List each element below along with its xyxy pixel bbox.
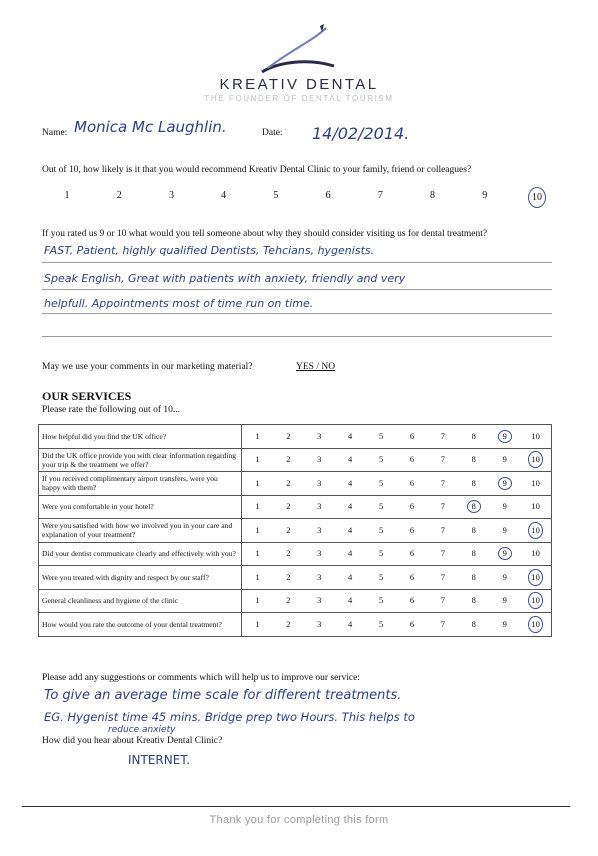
why-rule-4 xyxy=(42,336,552,337)
service-question: Did your dentist communicate clearly and effectively with you? xyxy=(39,542,242,566)
service-rating-option[interactable]: 1 xyxy=(255,595,260,606)
service-rating-option[interactable]: 4 xyxy=(348,548,353,559)
service-rating-option[interactable]: 6 xyxy=(409,454,415,465)
service-rating-option[interactable]: 6 xyxy=(409,618,415,629)
scale-1[interactable]: 1 xyxy=(64,190,70,201)
service-row xyxy=(39,613,552,637)
kreativ-logo-icon xyxy=(258,22,338,78)
service-rating-option[interactable] xyxy=(458,502,489,511)
why-line-1: FAST, Patient, highly qualified Dentists, Tehcians, hygenists. xyxy=(44,244,375,257)
service-rating-option[interactable]: 4 xyxy=(348,477,353,488)
service-rating-option[interactable]: 9 xyxy=(502,571,507,582)
service-question: How would you rate the outcome of your dental treatment? xyxy=(39,613,242,637)
service-rating-option[interactable]: 3 xyxy=(317,454,322,465)
scale-2[interactable]: 2 xyxy=(116,190,122,201)
service-row xyxy=(39,448,552,472)
hear-answer: INTERNET. xyxy=(128,753,191,767)
service-question: Did the UK office provide you with clear information regarding your trip & the treatment we offer? xyxy=(39,448,242,472)
service-scale xyxy=(242,542,552,566)
service-selected-circle: 10 xyxy=(528,522,543,539)
service-rating-option[interactable]: 2 xyxy=(286,595,291,606)
service-rating-option[interactable]: 4 xyxy=(348,595,353,606)
scale-6[interactable]: 6 xyxy=(325,190,331,201)
recommend-scale xyxy=(52,190,552,205)
service-rating-option[interactable]: 2 xyxy=(286,571,291,582)
service-rating-option[interactable]: 1 xyxy=(255,430,260,441)
service-rating-option[interactable]: 8 xyxy=(471,618,476,629)
service-rating-option[interactable]: 6 xyxy=(409,595,415,606)
service-question: Were you treated with dignity and respect by our staff? xyxy=(39,566,242,590)
service-rating-option[interactable]: 2 xyxy=(286,454,291,465)
service-rating-option[interactable]: 9 xyxy=(502,454,507,465)
service-rating-option[interactable]: 7 xyxy=(440,595,446,606)
footer-thanks: Thank you for completing this form xyxy=(209,814,389,826)
service-scale xyxy=(242,472,552,496)
service-rating-option[interactable]: 6 xyxy=(409,524,415,535)
service-rating-option[interactable]: 1 xyxy=(255,571,260,582)
service-row xyxy=(39,472,552,496)
suggestion-line-1: To give an average time scale for different treatments. xyxy=(44,688,402,703)
service-rating-option[interactable]: 10 xyxy=(531,548,540,559)
service-rating-option[interactable]: 5 xyxy=(378,571,384,582)
scale-3[interactable]: 3 xyxy=(168,190,174,201)
service-scale xyxy=(242,566,552,590)
service-rating-option[interactable] xyxy=(520,572,551,583)
service-rating-option[interactable]: 8 xyxy=(471,548,476,559)
service-scale xyxy=(242,425,552,449)
service-question: General cleanliness and hygiene of the clinic xyxy=(39,589,242,613)
service-question: If you received complimentary airport transfers, were you happy with them? xyxy=(39,472,242,496)
service-rating-option[interactable]: 2 xyxy=(286,524,291,535)
service-rating-option[interactable]: 4 xyxy=(348,430,353,441)
service-rating-option[interactable]: 4 xyxy=(348,454,353,465)
service-rating-option[interactable]: 9 xyxy=(502,618,507,629)
service-rating-option[interactable]: 2 xyxy=(286,618,291,629)
service-rating-option[interactable]: 5 xyxy=(378,454,384,465)
service-rating-option[interactable]: 8 xyxy=(471,454,476,465)
service-rating-option[interactable]: 5 xyxy=(378,548,384,559)
service-rating-option[interactable] xyxy=(520,454,551,465)
service-row xyxy=(39,425,552,449)
name-label: Name: xyxy=(42,128,68,138)
service-selected-circle: 9 xyxy=(498,430,512,443)
date-value: 14/02/2014. xyxy=(312,124,410,143)
why-rule-3 xyxy=(42,313,552,314)
service-rating-option[interactable]: 7 xyxy=(440,524,446,535)
why-rule-1 xyxy=(42,262,552,263)
service-rating-option[interactable]: 4 xyxy=(348,571,353,582)
scale-5[interactable]: 5 xyxy=(273,190,279,201)
service-rating-option[interactable]: 8 xyxy=(471,571,476,582)
service-selected-circle: 10 xyxy=(528,616,543,633)
service-rating-option[interactable]: 9 xyxy=(502,501,507,512)
service-selected-circle: 10 xyxy=(528,592,543,609)
scale-7[interactable]: 7 xyxy=(377,190,383,201)
service-rating-option[interactable]: 5 xyxy=(378,430,384,441)
service-rating-option[interactable]: 4 xyxy=(348,524,353,535)
service-rating-option[interactable]: 1 xyxy=(255,618,260,629)
service-rating-option[interactable]: 6 xyxy=(409,548,415,559)
service-row xyxy=(39,495,552,519)
service-rating-option[interactable]: 7 xyxy=(440,548,446,559)
why-rule-2 xyxy=(42,289,552,290)
service-rating-option[interactable]: 6 xyxy=(409,477,415,488)
service-rating-option[interactable]: 5 xyxy=(378,618,384,629)
service-rating-option[interactable]: 7 xyxy=(440,501,446,512)
service-rating-option[interactable]: 3 xyxy=(317,430,322,441)
service-rating-option[interactable]: 6 xyxy=(409,571,415,582)
services-table xyxy=(38,424,552,637)
service-rating-option[interactable]: 1 xyxy=(255,454,260,465)
service-question: Were you comfortable in your hotel? xyxy=(39,495,242,519)
service-scale xyxy=(242,519,552,543)
service-rating-option[interactable] xyxy=(520,619,551,630)
marketing-answer[interactable]: YES / NO xyxy=(296,362,336,372)
service-rating-option[interactable]: 3 xyxy=(317,501,322,512)
service-rating-option[interactable]: 3 xyxy=(317,477,322,488)
suggestions-question: Please add any suggestions or comments which will help us to improve our service: xyxy=(42,673,360,683)
service-selected-circle: 9 xyxy=(498,547,512,560)
service-rating-option[interactable]: 10 xyxy=(531,430,540,441)
service-rating-option[interactable]: 6 xyxy=(409,501,415,512)
service-rating-option[interactable]: 8 xyxy=(471,477,476,488)
service-row xyxy=(39,519,552,543)
service-rating-option[interactable]: 1 xyxy=(255,548,260,559)
service-rating-option[interactable]: 5 xyxy=(378,595,384,606)
services-title: OUR SERVICES xyxy=(42,389,132,403)
footer-rule xyxy=(22,806,570,807)
why-line-2: Speak English, Great with patients with anxiety, friendly and very xyxy=(44,272,406,285)
service-rating-option[interactable]: 1 xyxy=(255,477,260,488)
service-rating-option[interactable]: 8 xyxy=(471,430,476,441)
service-rating-option[interactable]: 10 xyxy=(531,501,540,512)
service-rating-option[interactable]: 7 xyxy=(440,454,446,465)
service-rating-option[interactable]: 7 xyxy=(440,571,446,582)
scale-10[interactable] xyxy=(522,190,552,205)
service-selected-circle: 10 xyxy=(528,451,543,468)
service-scale xyxy=(242,495,552,519)
service-row xyxy=(39,566,552,590)
service-rating-option[interactable]: 3 xyxy=(317,571,322,582)
service-rating-option[interactable]: 5 xyxy=(378,501,384,512)
name-value: Monica Mc Laughlin. xyxy=(74,118,227,136)
why-question: If you rated us 9 or 10 what would you tell someone about why they should consider visiting us for dental treatment? xyxy=(42,229,488,239)
service-rating-option[interactable]: 7 xyxy=(440,618,446,629)
service-rating-option[interactable]: 3 xyxy=(317,595,322,606)
scale-9[interactable]: 9 xyxy=(482,190,488,201)
service-rating-option[interactable]: 7 xyxy=(440,430,446,441)
scale-8[interactable]: 8 xyxy=(430,190,436,201)
service-rating-option[interactable]: 7 xyxy=(440,477,446,488)
service-rating-option[interactable]: 3 xyxy=(317,618,322,629)
service-question: How helpful did you find the UK office? xyxy=(39,425,242,449)
brand-tagline: THE FOUNDER OF DENTAL TOURISM xyxy=(204,94,394,103)
service-scale xyxy=(242,589,552,613)
service-rating-option[interactable] xyxy=(489,432,520,441)
service-scale xyxy=(242,613,552,637)
service-rating-option[interactable]: 9 xyxy=(502,524,507,535)
scale-4[interactable]: 4 xyxy=(221,190,227,201)
service-row xyxy=(39,589,552,613)
service-rating-option[interactable]: 10 xyxy=(531,477,540,488)
brand-name: KREATIV DENTAL xyxy=(219,76,379,93)
service-rating-option[interactable]: 8 xyxy=(471,524,476,535)
service-rating-option[interactable]: 4 xyxy=(348,618,353,629)
service-rating-option[interactable]: 5 xyxy=(378,477,384,488)
why-line-3: helpfull. Appointments most of time run on time. xyxy=(44,297,314,310)
service-rating-option[interactable]: 8 xyxy=(471,595,476,606)
suggestion-line-2: EG. Hygenist time 45 mins. Bridge prep two Hours. This helps to xyxy=(44,710,415,724)
service-selected-circle: 10 xyxy=(528,569,543,586)
services-subtitle: Please rate the following out of 10... xyxy=(42,405,180,415)
service-rating-option[interactable]: 2 xyxy=(286,430,291,441)
suggestion-line-3: reduce anxiety xyxy=(108,725,176,735)
service-rating-option[interactable] xyxy=(489,549,520,558)
service-rating-option[interactable]: 3 xyxy=(317,524,322,535)
service-rating-option[interactable]: 1 xyxy=(255,524,260,535)
service-rating-option[interactable] xyxy=(520,595,551,606)
service-rating-option[interactable]: 3 xyxy=(317,548,322,559)
service-question: Were you satisfied with how we involved you in your care and explanation of your treatment? xyxy=(39,519,242,543)
marketing-question: May we use your comments in our marketing material? xyxy=(42,362,253,372)
service-rating-option[interactable]: 1 xyxy=(255,501,260,512)
service-rating-option[interactable]: 9 xyxy=(502,595,507,606)
service-selected-circle: 8 xyxy=(467,500,481,513)
service-row xyxy=(39,542,552,566)
hear-question: How did you hear about Kreativ Dental Clinic? xyxy=(42,736,223,746)
service-rating-option[interactable]: 2 xyxy=(286,501,291,512)
service-rating-option[interactable]: 4 xyxy=(348,501,353,512)
service-rating-option[interactable]: 5 xyxy=(378,524,384,535)
recommend-selected-circle: 10 xyxy=(528,187,546,208)
recommend-question: Out of 10, how likely is it that you would recommend Kreativ Dental Clinic to your family, friend or colleagues? xyxy=(42,165,472,175)
service-rating-option[interactable] xyxy=(520,525,551,536)
date-label: Date: xyxy=(262,128,283,138)
service-scale xyxy=(242,448,552,472)
service-rating-option[interactable]: 2 xyxy=(286,548,291,559)
service-rating-option[interactable] xyxy=(489,479,520,488)
service-selected-circle: 9 xyxy=(498,477,512,490)
service-rating-option[interactable]: 2 xyxy=(286,477,291,488)
service-rating-option[interactable]: 6 xyxy=(409,430,415,441)
